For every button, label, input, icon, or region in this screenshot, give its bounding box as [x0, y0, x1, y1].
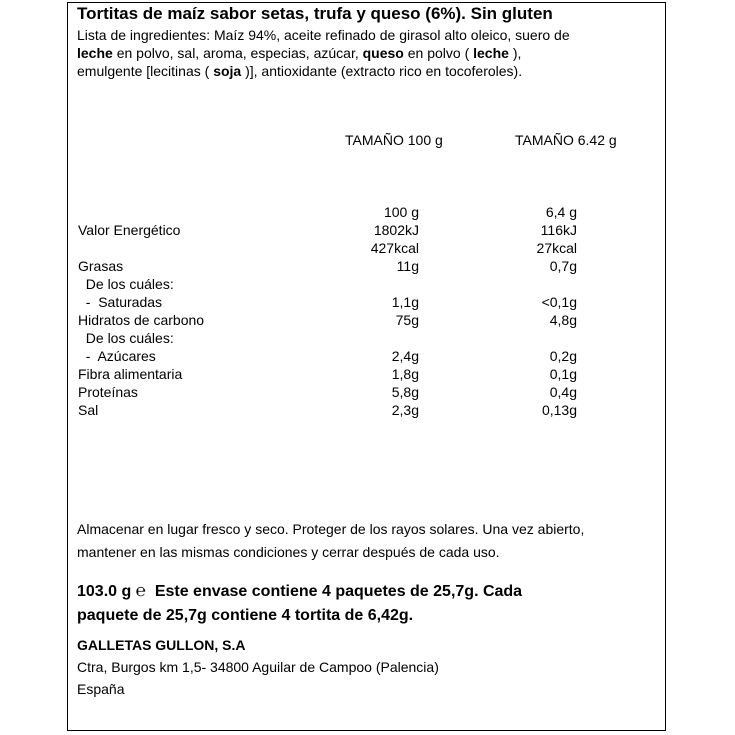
table-row	[0, 348, 735, 366]
allergen-leche: leche	[473, 45, 509, 61]
value-100g: 1,8g	[391, 366, 419, 382]
table-row	[0, 330, 735, 348]
value-100g: 2,3g	[391, 402, 419, 418]
allergen-leche: leche	[77, 45, 113, 61]
manufacturer-address: Ctra, Burgos km 1,5- 34800 Aguilar de Campoo (Palencia)	[77, 659, 439, 675]
table-row	[0, 204, 735, 222]
ingredients-text: emulgente [lecitinas (	[77, 63, 214, 79]
value-portion: 0,7g	[549, 258, 577, 274]
value-100g: 427kcal	[370, 240, 419, 256]
table-row	[0, 258, 735, 276]
value-100g: 2,4g	[391, 348, 419, 364]
value-100g: 5,8g	[391, 384, 419, 400]
row-label: Hidratos de carbono	[78, 312, 205, 328]
value-100g: 11g	[396, 258, 419, 274]
row-label: Valor Energético	[78, 222, 181, 238]
row-label: - Azúcares	[78, 348, 156, 364]
storage-line-1: Almacenar en lugar fresco y seco. Proteger de los rayos solares. Una vez abierto,	[77, 521, 585, 537]
storage-instructions	[77, 518, 584, 564]
column-header-100g: TAMAÑO 100 g	[345, 132, 443, 148]
table-row	[0, 384, 735, 402]
value-100g: 1802kJ	[373, 222, 419, 238]
value-100g: 1,1g	[391, 294, 419, 310]
allergen-soja: soja	[213, 63, 242, 79]
table-row	[0, 366, 735, 384]
value-portion: 0,4g	[549, 384, 577, 400]
ingredients-line-2	[77, 44, 521, 62]
ingredients-line-3	[77, 62, 522, 80]
value-portion: 0,1g	[549, 366, 577, 382]
value-portion: 6,4 g	[545, 204, 577, 220]
manufacturer-country: España	[77, 681, 125, 697]
row-label: Proteínas	[78, 384, 138, 400]
ingredients-text: ),	[508, 45, 522, 61]
row-label: Sal	[78, 402, 99, 418]
value-portion: 4,8g	[549, 312, 577, 328]
net-weight: 103.0 g	[77, 583, 132, 600]
storage-line-2: mantener en las mismas condiciones y cerrar después de cada uso.	[77, 544, 500, 560]
value-portion: 27kcal	[536, 240, 577, 256]
ingredients-text: en polvo (	[403, 45, 474, 61]
package-info	[77, 579, 522, 628]
value-portion: <0,1g	[541, 294, 577, 310]
value-100g: 75g	[395, 312, 419, 328]
value-100g: 100 g	[383, 204, 419, 220]
table-row	[0, 240, 735, 258]
row-label: De los cuáles:	[78, 330, 174, 346]
ingredients-line-1: Lista de ingredientes: Maíz 94%, aceite refinado de girasol alto oleico, suero de	[77, 27, 570, 43]
estimated-sign-icon: ℮	[135, 581, 146, 600]
product-title: Tortitas de maíz sabor setas, trufa y queso (6%). Sin gluten	[77, 4, 553, 23]
column-header-portion: TAMAÑO 6.42 g	[515, 132, 617, 148]
table-row	[0, 276, 735, 294]
row-label: Grasas	[78, 258, 124, 274]
value-portion: 0,2g	[549, 348, 577, 364]
ingredients-text: )], antioxidante (extracto rico en tocoferoles).	[241, 63, 523, 79]
manufacturer-name: GALLETAS GULLON, S.A	[77, 637, 246, 653]
row-label: Fibra alimentaria	[78, 366, 183, 382]
row-label: De los cuáles:	[78, 276, 174, 292]
table-row	[0, 222, 735, 240]
table-row	[0, 312, 735, 330]
allergen-queso: queso	[362, 45, 404, 61]
value-portion: 116kJ	[540, 222, 577, 238]
package-text: paquete de 25,7g contiene 4 tortita de 6,42g.	[77, 607, 414, 624]
package-text: Este envase contiene 4 paquetes de 25,7g. Cada	[145, 583, 523, 600]
table-row	[0, 402, 735, 420]
ingredients-text: en polvo, sal, aroma, especias, azúcar,	[112, 45, 363, 61]
row-label: - Saturadas	[78, 294, 163, 310]
table-row	[0, 294, 735, 312]
value-portion: 0,13g	[541, 402, 577, 418]
